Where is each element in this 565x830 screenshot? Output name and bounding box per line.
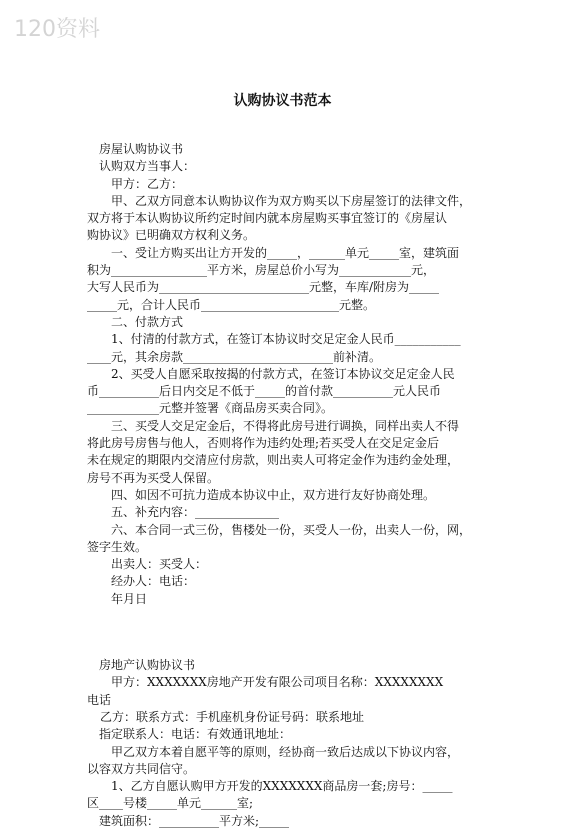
paragraph-line: 电话: [87, 692, 112, 707]
paragraph-line: ____元，其余房款_________________________前补清。: [87, 349, 382, 364]
document-title: 认购协议书范本: [233, 93, 332, 109]
paragraph-line: 积为________________平方米，房屋总价小写为____________元，: [87, 263, 436, 278]
paragraph-line: 三、买受人交足定金后，不得将此房号进行调换，同样出卖人不得: [111, 418, 460, 433]
paragraph-line: 大写人民币为_________________________元整，车库/附房为_____: [87, 280, 440, 295]
paragraph-line: 以容双方共同信守。: [87, 761, 196, 776]
section-realestate-subscription: [87, 657, 487, 830]
paragraph-line: 经办人：电话：: [111, 574, 196, 589]
paragraph-line: 甲乙双方本着自愿平等的原则，经协商一致后达成以下协议内容，: [111, 744, 460, 759]
paragraph-line: ____________元整并签署《商品房买卖合同》。: [87, 401, 334, 416]
paragraph-line: 未在规定的期限内交清应付房款，则出卖人可将定金作为违约金处理，: [87, 453, 460, 468]
paragraph-line: 认购双方当事人：: [99, 159, 196, 174]
paragraph-line: 2、买受人自愿采取按揭的付款方式，在签订本协议交足定金人民: [111, 366, 455, 381]
section-house-subscription: [87, 141, 487, 608]
paragraph-line: 购协议》已明确双方权利义务。: [87, 228, 256, 243]
paragraph-line: 指定联系人：电话：有效通讯地址：: [99, 727, 292, 742]
paragraph-line: 1、付清的付款方式，在签订本协议时交足定金人民币___________: [111, 332, 461, 347]
paragraph-line: 甲方：XXXXXXX房地产开发有限公司项目名称：XXXXXXXX: [111, 675, 444, 690]
paragraph-line: 出卖人：买受人：: [111, 557, 208, 572]
paragraph-line: 一、受让方购买出让方开发的_____，______单元_____室，建筑面: [111, 245, 460, 260]
paragraph-line: 1、乙方自愿认购甲方开发的XXXXXXX商品房一套;房号：_____: [111, 779, 453, 794]
document-body: [87, 141, 487, 830]
paragraph-line: 区____号楼_____单元______室;: [87, 796, 254, 811]
paragraph-line: _____元，合计人民币_______________________元整。: [87, 297, 376, 312]
paragraph-line: 四、如因不可抗力造成本协议中止，双方进行友好协商处理。: [111, 487, 436, 502]
paragraph-line: 甲、乙双方同意本认购协议作为双方购买以下房屋签订的法律文件，: [111, 193, 472, 208]
paragraph-line: 房地产认购协议书: [99, 658, 196, 673]
paragraph-line: 币__________后日内交足不低于_____的首付款__________元人民币: [87, 384, 442, 399]
paragraph-line: 甲方：乙方：: [111, 176, 184, 191]
paragraph-line: 六、本合同一式三份，售楼处一份，买受人一份，出卖人一份，网，: [111, 522, 472, 537]
paragraph-line: 建筑面积：__________平方米;_____: [99, 813, 290, 828]
paragraph-line: 签字生效。: [87, 539, 148, 554]
section-gap: [87, 608, 487, 657]
paragraph-line: 二、付款方式: [111, 314, 184, 329]
paragraph-line: 房号不再为买受人保留。: [87, 470, 220, 485]
paragraph-line: 双方将于本认购协议所约定时间内就本房屋购买事宜签订的《房屋认: [87, 211, 448, 226]
paragraph-line: 五、补充内容：______________: [111, 505, 280, 520]
watermark-logo: 120资料: [14, 17, 100, 42]
paragraph-line: 房屋认购协议书: [99, 142, 184, 156]
paragraph-line: 乙方：联系方式：手机座机身份证号码：联系地址: [100, 709, 365, 724]
paragraph-line: 将此房号房售与他人，否则将作为违约处理;若买受人在交足定金后: [87, 436, 440, 451]
paragraph-line: 年月日: [111, 591, 148, 606]
